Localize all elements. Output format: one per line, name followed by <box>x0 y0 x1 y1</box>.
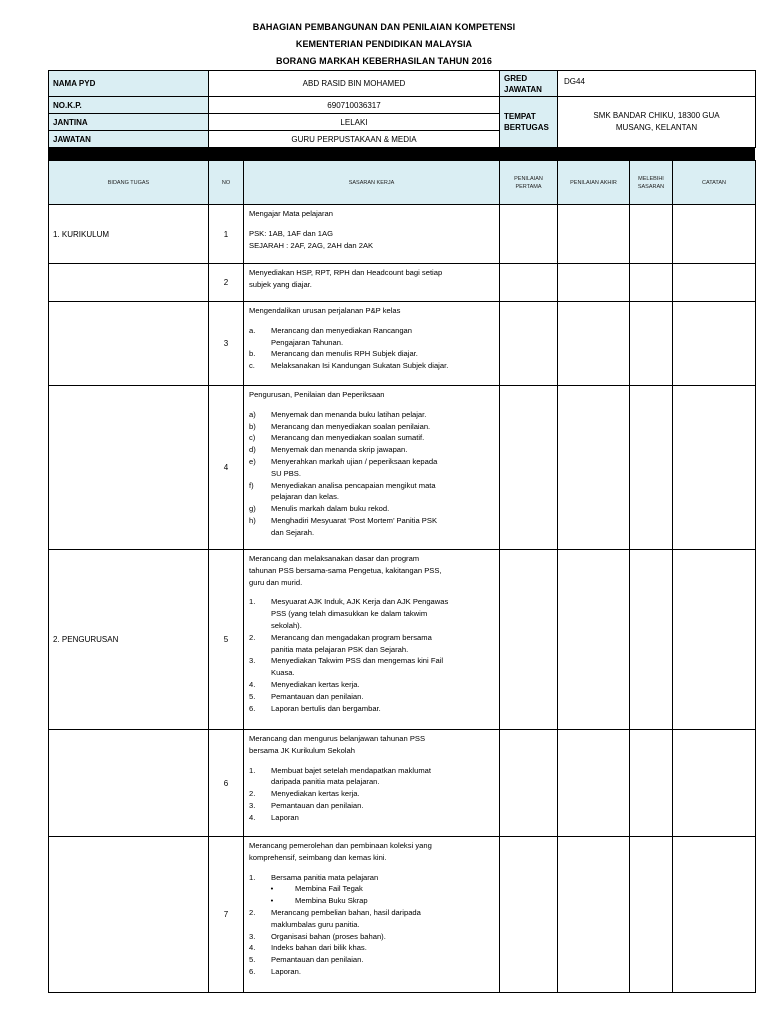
list-text: Pengajaran Tahunan. <box>271 337 344 347</box>
jawatan-label: JAWATAN <box>49 131 209 148</box>
sasaran-kerja-cell <box>244 837 500 993</box>
col-header-sasaran: SASARAN KERJA <box>244 161 500 205</box>
list-item <box>249 788 494 800</box>
list-item <box>249 765 494 777</box>
table-row <box>49 386 756 550</box>
table-row <box>49 730 756 837</box>
spacer <box>249 317 494 325</box>
list-marker: 1. <box>249 872 256 882</box>
list-text: panitia mata pelajaran PSK dan Sejarah. <box>271 644 409 654</box>
list-item <box>249 325 494 337</box>
row-number-cell: 6 <box>209 730 244 837</box>
header-line-1: BAHAGIAN PEMBANGUNAN DAN PENILAIAN KOMPETENSI <box>252 22 516 32</box>
list-item <box>249 655 494 667</box>
list-item <box>249 966 494 978</box>
list-marker: 3. <box>249 931 256 941</box>
list-marker: 5. <box>249 955 256 965</box>
catatan-cell[interactable] <box>673 264 756 302</box>
list-item <box>249 632 494 644</box>
penilaian-akhir-cell[interactable] <box>558 730 630 837</box>
jantina-value: LELAKI <box>209 114 500 131</box>
list-marker: e) <box>249 456 256 466</box>
col-header-melebihi-line-1: MELEBIHI <box>638 175 664 182</box>
tempat-value-line-1: SMK BANDAR CHIKU, 18300 GUA <box>593 111 720 120</box>
col-header-penilaian-akhir: PENILAIAN AKHIR <box>558 161 630 205</box>
sasaran-line: PSK: 1AB, 1AF dan 1AG <box>249 228 333 238</box>
spacer <box>249 401 494 409</box>
spacer <box>249 220 494 228</box>
col-header-melebihi-line-2: SASARAN <box>637 183 665 190</box>
list-marker <box>249 919 271 931</box>
list-item <box>249 667 494 679</box>
list-item <box>249 491 494 503</box>
nokp-value: 690710036317 <box>209 97 500 114</box>
list-item <box>249 679 494 691</box>
list-marker: c. <box>249 361 255 371</box>
sasaran-title: Mengajar Mata pelajaran <box>249 209 334 218</box>
header-line-3: BORANG MARKAH KEBERHASILAN TAHUN 2016 <box>275 56 493 66</box>
col-header-penilaian-pertama <box>500 161 558 205</box>
tempat-value <box>558 97 756 148</box>
list-marker <box>249 468 271 480</box>
list-text: Menyediakan kertas kerja. <box>271 789 360 799</box>
tempat-label <box>500 97 558 148</box>
sasaran-kerja-cell <box>244 386 500 550</box>
sasaran-title-line: Merancang dan melaksanakan dasar dan program <box>249 554 420 563</box>
list-marker: 4. <box>249 812 256 822</box>
jawatan-value: GURU PERPUSTAKAAN & MEDIA <box>209 131 500 148</box>
list-marker <box>249 895 295 907</box>
row-number-cell: 7 <box>209 837 244 993</box>
spacer <box>249 757 494 765</box>
tempat-label-line-2: BERTUGAS <box>504 123 549 132</box>
list-text: daripada panitia mata pelajaran. <box>271 777 380 787</box>
catatan-cell[interactable] <box>673 837 756 993</box>
spacer <box>249 588 494 596</box>
list-marker <box>249 620 271 632</box>
gred-label-line-1: GRED <box>504 73 528 83</box>
list-text: PSS (yang telah dimasukkan ke dalam takwim <box>271 609 428 619</box>
list-item <box>249 883 494 895</box>
gred-label-line-2: JAWATAN <box>504 84 542 94</box>
penilaian-akhir-cell[interactable] <box>558 837 630 993</box>
list-text: Membina Buku Skrap <box>295 896 368 906</box>
sasaran-list <box>249 872 494 978</box>
nama-value: ABD RASID BIN MOHAMED <box>209 71 500 97</box>
table-header-row <box>49 161 756 205</box>
nokp-label: NO.K.P. <box>49 97 209 114</box>
sasaran-title-line: bersama JK Kurikulum Sekolah <box>249 745 355 755</box>
melebihi-sasaran-cell[interactable] <box>630 386 673 550</box>
list-text: Merancang dan menulis RPH Subjek diajar. <box>271 349 418 359</box>
list-marker: 5. <box>249 691 256 701</box>
penilaian-pertama-cell[interactable] <box>500 837 558 993</box>
sasaran-list <box>249 765 494 824</box>
list-item <box>249 421 494 433</box>
melebihi-sasaran-cell[interactable] <box>630 264 673 302</box>
list-item <box>249 800 494 812</box>
list-text: Menulis markah dalam buku rekod. <box>271 504 390 514</box>
melebihi-sasaran-cell[interactable] <box>630 730 673 837</box>
list-marker <box>249 491 271 503</box>
col-header-penilaian-pertama-line-1: PENILAIAN <box>514 175 543 182</box>
melebihi-sasaran-cell[interactable] <box>630 205 673 264</box>
list-text: Merancang dan mengadakan program bersama <box>271 632 432 642</box>
catatan-cell[interactable] <box>673 205 756 264</box>
gred-value: DG44 <box>558 71 756 97</box>
penilaian-pertama-cell[interactable] <box>500 550 558 730</box>
col-header-bidang: BIDANG TUGAS <box>49 161 209 205</box>
sasaran-list <box>249 325 494 372</box>
list-marker: b) <box>249 421 256 431</box>
penilaian-akhir-cell[interactable] <box>558 550 630 730</box>
jantina-label: JANTINA <box>49 114 209 131</box>
list-text: SU PBS. <box>271 468 301 478</box>
list-text: Merancang dan menyediakan Rancangan <box>271 325 413 335</box>
list-text: Menyediakan kertas kerja. <box>271 679 360 689</box>
list-marker: 4. <box>249 679 256 689</box>
penilaian-pertama-cell[interactable] <box>500 386 558 550</box>
list-item <box>249 872 494 884</box>
table-row <box>49 550 756 730</box>
list-marker <box>249 667 271 679</box>
bidang-tugas-cell <box>49 302 209 386</box>
row-number-cell: 5 <box>209 550 244 730</box>
list-marker: g) <box>249 504 256 514</box>
tempat-value-line-2: MUSANG, KELANTAN <box>615 123 698 132</box>
list-text: Pemantauan dan penilaian. <box>271 691 364 701</box>
bidang-tugas-cell <box>49 730 209 837</box>
list-item <box>249 608 494 620</box>
list-marker: 2. <box>249 907 256 917</box>
list-marker: b. <box>249 349 256 359</box>
col-header-catatan: CATATAN <box>673 161 756 205</box>
table-body <box>49 205 756 993</box>
list-text: Merancang pembelian bahan, hasil daripada <box>271 907 421 917</box>
list-text: Bersama panitia mata pelajaran <box>271 872 379 882</box>
list-item <box>249 348 494 360</box>
catatan-cell[interactable] <box>673 386 756 550</box>
bidang-tugas-cell <box>49 386 209 550</box>
sasaran-kerja-cell <box>244 730 500 837</box>
list-text: sekolah). <box>271 620 302 630</box>
list-item <box>249 503 494 515</box>
penilaian-akhir-cell[interactable] <box>558 205 630 264</box>
list-item <box>249 703 494 715</box>
list-marker <box>249 883 295 895</box>
penilaian-pertama-cell[interactable] <box>500 264 558 302</box>
col-header-melebihi-sasaran <box>630 161 673 205</box>
list-item <box>249 337 494 349</box>
list-text: Mesyuarat AJK Induk, AJK Kerja dan AJK Pengawas <box>271 597 449 607</box>
list-marker: 1. <box>249 597 256 607</box>
list-marker <box>249 608 271 620</box>
list-text: Menyemak dan menanda buku latihan pelajar. <box>271 409 427 419</box>
list-item <box>249 907 494 919</box>
spacer <box>249 864 494 872</box>
sasaran-list <box>249 596 494 714</box>
col-header-penilaian-pertama-line-2: PERTAMA <box>515 183 542 190</box>
list-text: Laporan <box>271 812 299 822</box>
sasaran-kerja-table <box>48 160 756 993</box>
row-number-cell: 2 <box>209 264 244 302</box>
list-marker <box>249 527 271 539</box>
list-item <box>249 919 494 931</box>
list-text: Indeks bahan dari bilik khas. <box>271 943 367 953</box>
list-text: Organisasi bahan (proses bahan). <box>271 931 386 941</box>
catatan-cell[interactable] <box>673 302 756 386</box>
list-text: Laporan. <box>271 966 301 976</box>
list-marker: 4. <box>249 943 256 953</box>
list-marker: f) <box>249 480 254 490</box>
list-item <box>249 931 494 943</box>
list-text: dan Sejarah. <box>271 527 315 537</box>
list-marker: 2. <box>249 789 256 799</box>
nama-label: NAMA PYD <box>49 71 209 97</box>
table-row <box>49 264 756 302</box>
sasaran-title: Pengurusan, Penilaian dan Peperiksaan <box>249 390 385 399</box>
section-divider-bar <box>48 148 755 160</box>
list-text: Merancang dan menyediakan soalan sumatif. <box>271 433 425 443</box>
list-marker <box>249 337 271 349</box>
list-text: Menyediakan Takwim PSS dan mengemas kini Fail <box>271 656 444 666</box>
list-item <box>249 895 494 907</box>
list-item <box>249 942 494 954</box>
row-number-cell: 1 <box>209 205 244 264</box>
list-text: pelajaran dan kelas. <box>271 492 339 502</box>
list-item <box>249 456 494 468</box>
list-text: Menyerahkan markah ujian / peperiksaan kepada <box>271 456 438 466</box>
list-text: Menyediakan analisa pencapaian mengikut mata <box>271 480 436 490</box>
list-item <box>249 596 494 608</box>
row-number-cell: 4 <box>209 386 244 550</box>
bidang-tugas-cell: 2. PENGURUSAN <box>49 550 209 730</box>
list-text: Kuasa. <box>271 668 295 678</box>
list-text: Pemantauan dan penilaian. <box>271 955 364 965</box>
row-number-cell: 3 <box>209 302 244 386</box>
list-marker: 6. <box>249 703 256 713</box>
sasaran-title-line: Merancang dan mengurus belanjawan tahunan PSS <box>249 734 426 743</box>
list-marker: a) <box>249 409 256 419</box>
sasaran-title-line: Merancang pemerolehan dan pembinaan koleksi yang <box>249 841 432 850</box>
list-marker <box>249 644 271 656</box>
list-marker: c) <box>249 433 256 443</box>
list-item <box>249 691 494 703</box>
list-item <box>249 515 494 527</box>
list-item <box>249 468 494 480</box>
melebihi-sasaran-cell[interactable] <box>630 550 673 730</box>
list-marker: d) <box>249 445 256 455</box>
list-marker: 6. <box>249 966 256 976</box>
list-text: Melaksanakan Isi Kandungan Sukatan Subjek diajar. <box>271 361 449 371</box>
sasaran-title: Mengendalikan urusan perjalanan P&P kelas <box>249 306 401 315</box>
list-item <box>249 409 494 421</box>
list-item <box>249 620 494 632</box>
list-marker: 3. <box>249 800 256 810</box>
sasaran-title-line: guru dan murid. <box>249 577 303 587</box>
sasaran-line: SEJARAH : 2AF, 2AG, 2AH dan 2AK <box>249 240 374 250</box>
list-text: Membuat bajet setelah mendapatkan maklumat <box>271 765 431 775</box>
table-row <box>49 302 756 386</box>
melebihi-sasaran-cell[interactable] <box>630 837 673 993</box>
sasaran-line: Menyediakan HSP, RPT, RPH dan Headcount bagi setiap <box>249 268 443 277</box>
sasaran-title-line: tahunan PSS bersama-sama Pengetua, kakitangan PSS, <box>249 565 442 575</box>
gred-label <box>500 71 558 97</box>
list-marker <box>249 776 271 788</box>
penilaian-akhir-cell[interactable] <box>558 302 630 386</box>
list-marker: 3. <box>249 656 256 666</box>
list-text: Menyemak dan menanda skrip jawapan. <box>271 445 408 455</box>
penilaian-pertama-cell[interactable] <box>500 730 558 837</box>
list-text: maklumbalas guru panitia. <box>271 919 360 929</box>
col-header-no: NO <box>209 161 244 205</box>
list-text: Membina Fail Tegak <box>295 884 363 894</box>
sasaran-kerja-cell <box>244 550 500 730</box>
list-item <box>249 644 494 656</box>
header-line-2: KEMENTERIAN PENDIDIKAN MALAYSIA <box>295 39 473 49</box>
sasaran-list <box>249 409 494 539</box>
bidang-tugas-cell: 1. KURIKULUM <box>49 205 209 264</box>
sasaran-line: subjek yang diajar. <box>249 279 312 289</box>
penilaian-pertama-cell[interactable] <box>500 205 558 264</box>
list-marker: a. <box>249 325 256 335</box>
tempat-label-line-1: TEMPAT <box>504 112 536 121</box>
list-item <box>249 954 494 966</box>
list-item <box>249 812 494 824</box>
list-marker: 1. <box>249 765 256 775</box>
table-row <box>49 205 756 264</box>
info-table <box>48 70 756 148</box>
bidang-tugas-cell <box>49 837 209 993</box>
list-marker: h) <box>249 515 256 525</box>
penilaian-akhir-cell[interactable] <box>558 264 630 302</box>
penilaian-akhir-cell[interactable] <box>558 386 630 550</box>
list-item <box>249 444 494 456</box>
melebihi-sasaran-cell[interactable] <box>630 302 673 386</box>
sasaran-title-line: komprehensif, seimbang dan kemas kini. <box>249 852 387 862</box>
list-item <box>249 360 494 372</box>
list-marker: 2. <box>249 632 256 642</box>
bidang-tugas-cell <box>49 264 209 302</box>
list-text: Pemantauan dan penilaian. <box>271 800 364 810</box>
list-item <box>249 776 494 788</box>
list-text: Laporan bertulis dan bergambar. <box>271 703 381 713</box>
catatan-cell[interactable] <box>673 550 756 730</box>
catatan-cell[interactable] <box>673 730 756 837</box>
penilaian-pertama-cell[interactable] <box>500 302 558 386</box>
sasaran-kerja-cell <box>244 205 500 264</box>
table-row <box>49 837 756 993</box>
list-text: Menghadiri Mesyuarat ‘Post Mortem’ Panitia PSK <box>271 515 438 525</box>
list-item <box>249 527 494 539</box>
list-item <box>249 480 494 492</box>
sasaran-kerja-cell <box>244 302 500 386</box>
list-item <box>249 432 494 444</box>
list-text: Merancang dan menyediakan soalan penilaian. <box>271 421 431 431</box>
sasaran-kerja-cell <box>244 264 500 302</box>
